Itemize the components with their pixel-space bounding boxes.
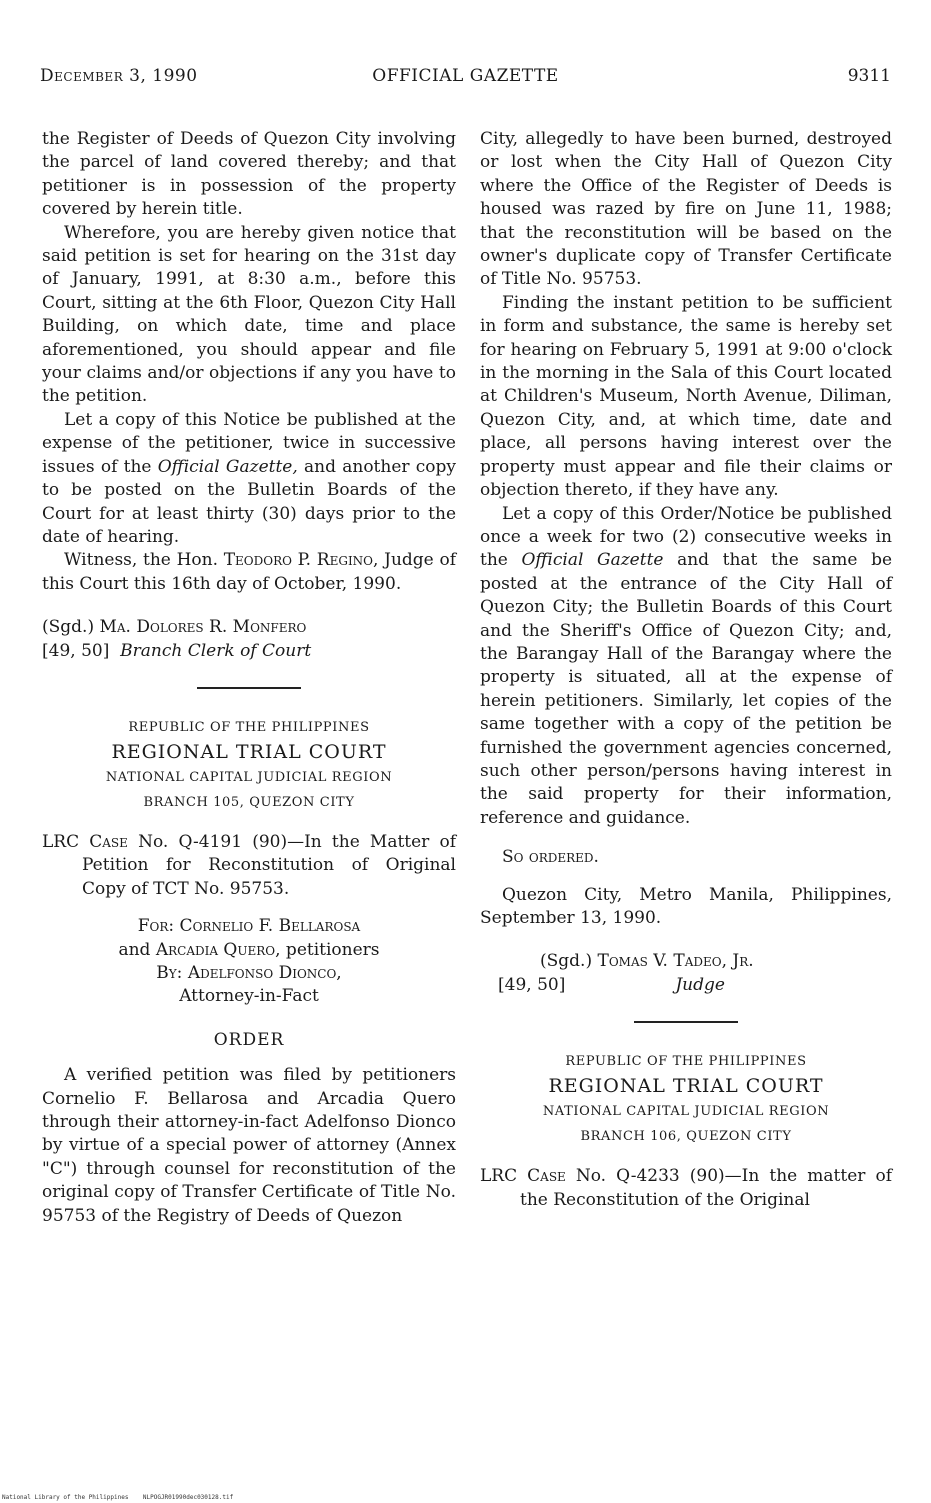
right-paragraph-publication: Let a copy of this Order/Notice be published once a week for two (2) consecutive weeks in the Official Gazette and that the same be posted at the entrance of the City Hall of Quezon City; the Bulletin Boards of this Court and the Sheriff's Office of Quezon City; and, the Barangay Hall of the Barangay where the property is situated, all at the expense of herein petitioners. Similarly, let copies of the same together with a copy of the petition be furnished the government agencies concerned, such other person/persons having interest in the said property for their information, reference and guidance. <box>480 503 893 828</box>
place-date: Quezon City, Metro Manila, Philippines, September 13, 1990. <box>480 884 892 928</box>
case-title-q4191: LRC Case No. Q-4191 (90)—In the Matter of Petition for Reconstitution of Original Copy of TCT No. 95753. <box>42 831 457 899</box>
clerk-title: Branch Clerk of Court <box>120 640 312 661</box>
signature-line: (Sgd.) Tomas V. Tadeo, Jr. <box>540 951 754 972</box>
left-paragraph-publication: Let a copy of this Notice be published at the expense of the petitioner, twice in successive issues of the Official Gazette, and another copy to be posted on the Bulletin Boards of the Court for at least thirty (30) days prior to the date of hearing. <box>42 409 456 547</box>
scan-footer: National Library of the Philippines NLPOGJR01990dec030128.tif <box>2 1494 234 1501</box>
left-paragraph-continued: the Register of Deeds of Quezon City involving the parcel of land covered thereby; and that petitioner is in possession of the property covered by herein title. <box>42 129 456 220</box>
judge-title: Judge <box>675 974 725 995</box>
page-header <box>40 66 891 92</box>
left-paragraph-witness: Witness, the Hon. Teodoro P. Regino, Judge of this Court this 16th day of October, 1990. <box>42 550 456 594</box>
left-column <box>42 128 456 1228</box>
header-date: December 3, 1990 <box>40 66 198 86</box>
header-page-number: 9311 <box>847 66 891 86</box>
judge-signature-name: Tomas V. Tadeo, Jr. <box>597 951 754 972</box>
left-signature-block <box>42 616 456 663</box>
right-signature-block <box>480 950 892 997</box>
so-ordered: So ordered. <box>502 847 599 868</box>
judge-name: Teodoro P. Regino, <box>223 550 379 571</box>
left-paragraph-notice: Wherefore, you are hereby given notice that said petition is set for hearing on the 31st day of January, 1991, at 8:30 a.m., before this Court, sitting at the 6th Floor, Quezon City Hall Building, on which date, time and place aforementioned, you should appear and file your claims and/or objections if any you have to the petition. <box>42 222 456 407</box>
clerk-name: Ma. Dolores R. Monfero <box>99 617 307 638</box>
order-heading: ORDER <box>213 1029 285 1050</box>
order-paragraph: A verified petition was filed by petitioners Cornelio F. Bellarosa and Arcadia Quero through their attorney-in-fact Adelfonso Dionco by virtue of a special power of attorney (Annex "C") through counsel for reconstitution of the original copy of Transfer Certificate of Title No. 95753 of the Registry of Deeds of Quezon <box>42 1065 456 1226</box>
court-heading-106: REPUBLIC OF THE PHILIPPINES REGIONAL TRIAL COURT NATIONAL CAPITAL JUDICIAL REGION BRANCH 106, QUEZON CITY <box>542 1054 830 1145</box>
section-divider <box>197 687 301 689</box>
signature-line: (Sgd.) Ma. Dolores R. Monfero <box>42 617 307 638</box>
right-column <box>480 128 892 1212</box>
signature-title-line: [49, 50] Branch Clerk of Court <box>42 640 312 661</box>
parties-block: For: Cornelio F. Bellarosa and Arcadia Quero, petitioners By: Adelfonso Dionco, Attorney-in-Fact <box>118 916 380 1007</box>
right-paragraph-hearing: Finding the instant petition to be sufficient in form and substance, the same is hereby set for hearing on February 5, 1991 at 9:00 o'clock in the morning in the Sala of this Court located at Children's Museum, North Avenue, Diliman, Quezon City, and, at which time, date and place, all persons having interest over the property must appear and file their claims or objection thereto, if they have any. <box>480 292 892 501</box>
signature-title-line: [49, 50] Judge <box>498 974 725 995</box>
court-heading-105: REPUBLIC OF THE PHILIPPINES REGIONAL TRIAL COURT NATIONAL CAPITAL JUDICIAL REGION BRANCH 105, QUEZON CITY <box>105 719 393 810</box>
case-title-q4233: LRC Case No. Q-4233 (90)—In the matter of the Reconstitution of the Original <box>480 1166 892 1210</box>
header-title: OFFICIAL GAZETTE <box>372 66 559 86</box>
right-paragraph-continued: City, allegedly to have been burned, destroyed or lost when the City Hall of Quezon City where the Office of the Register of Deeds is housed was razed by fire on June 11, 1988; that the reconstitution will be based on the owner's duplicate copy of Transfer Certificate of Title No. 95753. <box>480 129 892 290</box>
section-divider <box>634 1021 738 1023</box>
